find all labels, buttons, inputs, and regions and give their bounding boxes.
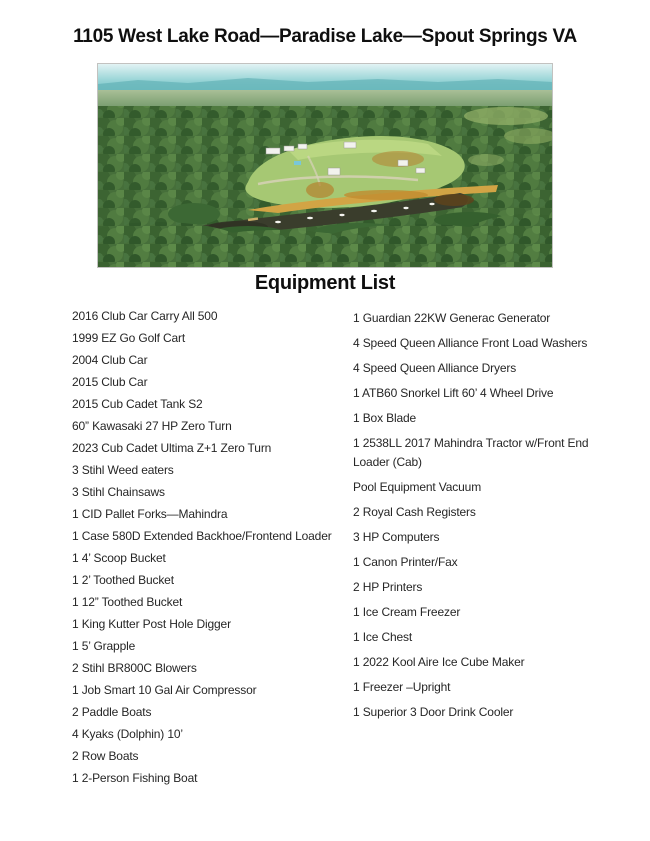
equipment-item: 1 Superior 3 Door Drink Cooler — [353, 705, 514, 719]
equipment-item: 2016 Club Car Carry All 500 — [72, 309, 218, 323]
equipment-item: 2015 Club Car — [72, 375, 148, 389]
equipment-item: 1 2-Person Fishing Boat — [72, 771, 198, 785]
equipment-list-heading: Equipment List — [254, 272, 396, 294]
equipment-column-left — [72, 309, 364, 793]
equipment-item: 1 Guardian 22KW Generac Generator — [353, 311, 551, 325]
equipment-item: 2004 Club Car — [72, 353, 148, 367]
equipment-item: 1 12” Toothed Bucket — [72, 595, 183, 609]
page-title: 1105 West Lake Road—Paradise Lake—Spout Springs VA — [73, 26, 577, 47]
equipment-item: 2 Stihl BR800C Blowers — [72, 661, 197, 675]
equipment-item: 2023 Cub Cadet Ultima Z+1 Zero Turn — [72, 441, 272, 455]
equipment-item: 1 2’ Toothed Bucket — [72, 573, 174, 587]
equipment-item: 1 CID Pallet Forks—Mahindra — [72, 507, 228, 521]
equipment-item: 1 Freezer –Upright — [353, 680, 451, 694]
equipment-item: 1 4’ Scoop Bucket — [72, 551, 166, 565]
equipment-item: 1 2538LL 2017 Mahindra Tractor w/Front End Loader (Cab) — [353, 436, 589, 469]
equipment-item: 1999 EZ Go Golf Cart — [72, 331, 186, 345]
equipment-column-right — [353, 309, 619, 728]
equipment-item: 3 Stihl Weed eaters — [72, 463, 174, 477]
equipment-item: 1 Canon Printer/Fax — [353, 555, 458, 569]
equipment-item: 2015 Cub Cadet Tank S2 — [72, 397, 203, 411]
equipment-item: 3 Stihl Chainsaws — [72, 485, 165, 499]
equipment-item: 1 Case 580D Extended Backhoe/Frontend Loader — [72, 529, 332, 543]
aerial-property-photo — [97, 63, 553, 268]
equipment-item: Pool Equipment Vacuum — [353, 480, 482, 494]
equipment-item: 1 2022 Kool Aire Ice Cube Maker — [353, 655, 525, 669]
equipment-item: 2 Paddle Boats — [72, 705, 152, 719]
equipment-item: 2 Royal Cash Registers — [353, 505, 476, 519]
equipment-item: 1 Job Smart 10 Gal Air Compressor — [72, 683, 257, 697]
equipment-item: 4 Speed Queen Alliance Front Load Washers — [353, 336, 588, 350]
equipment-item: 1 Ice Chest — [353, 630, 413, 644]
equipment-item: 1 ATB60 Snorkel Lift 60’ 4 Wheel Drive — [353, 386, 554, 400]
equipment-item: 3 HP Computers — [353, 530, 440, 544]
equipment-item: 1 King Kutter Post Hole Digger — [72, 617, 231, 631]
aerial-photo-illustration — [98, 64, 552, 267]
equipment-item: 4 Kyaks (Dolphin) 10’ — [72, 727, 183, 741]
photo-pool — [294, 161, 301, 165]
equipment-item: 1 Ice Cream Freezer — [353, 605, 461, 619]
equipment-item: 4 Speed Queen Alliance Dryers — [353, 361, 517, 375]
equipment-item: 1 Box Blade — [353, 411, 417, 425]
equipment-item: 2 Row Boats — [72, 749, 139, 763]
equipment-item: 60” Kawasaki 27 HP Zero Turn — [72, 419, 232, 433]
equipment-item: 2 HP Printers — [353, 580, 423, 594]
equipment-item: 1 5’ Grapple — [72, 639, 136, 653]
